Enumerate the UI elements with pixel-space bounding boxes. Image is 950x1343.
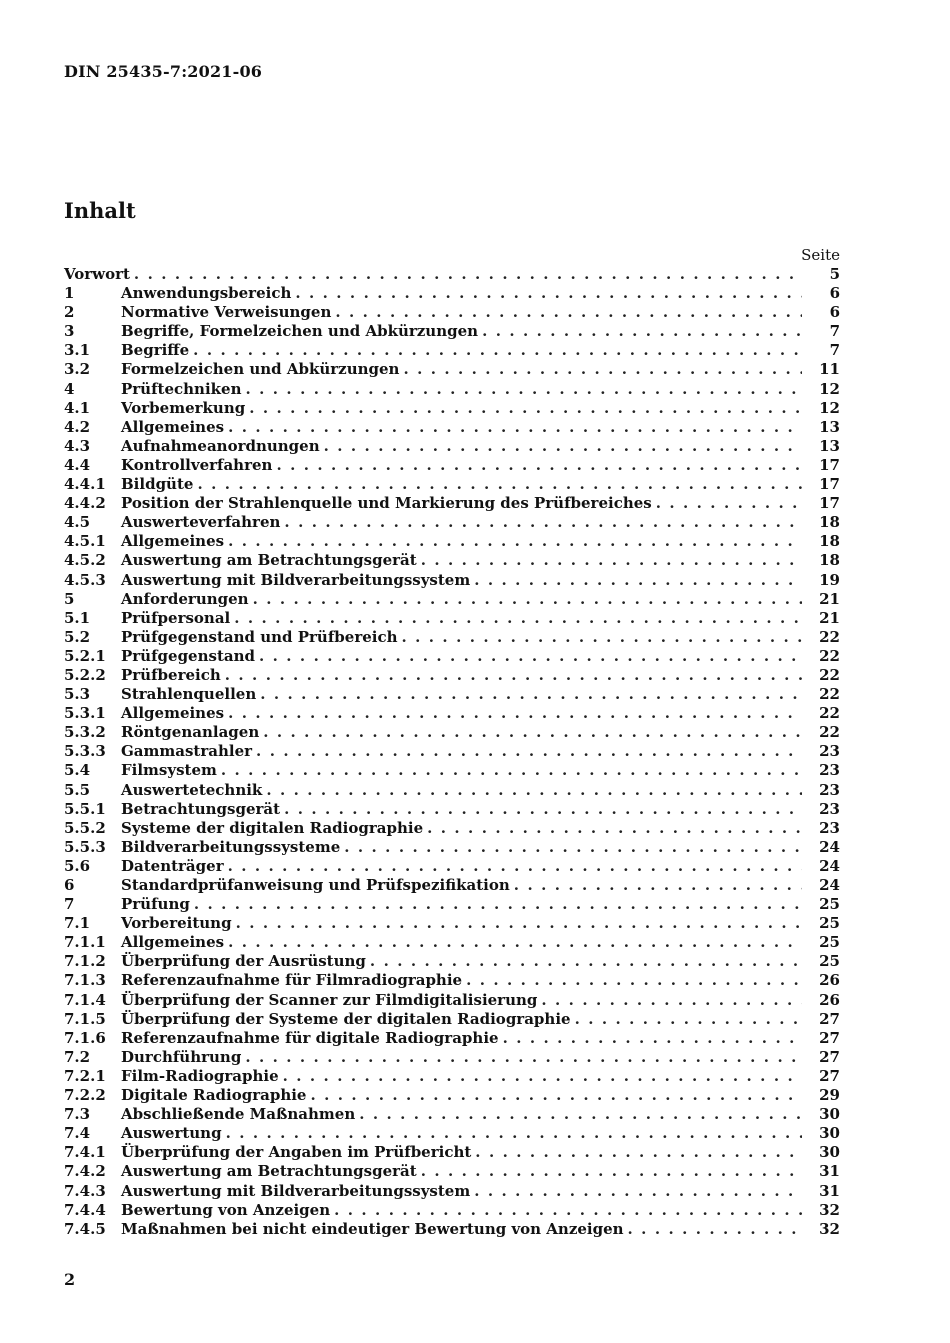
toc-leader-dots xyxy=(249,399,802,418)
toc-entry-label[interactable]: Prüfgegenstand xyxy=(121,646,255,665)
toc-entry-page[interactable]: 27 xyxy=(819,1047,840,1066)
toc-entry-number: 5.1 xyxy=(64,608,91,627)
toc-entry-page[interactable]: 21 xyxy=(819,589,840,608)
toc-entry[interactable] xyxy=(64,876,840,895)
toc-entry-number: 5.2.2 xyxy=(64,665,106,684)
toc-entry[interactable] xyxy=(64,1010,840,1029)
toc-entry-number: 7.1.4 xyxy=(64,990,106,1009)
toc-entry[interactable] xyxy=(64,761,840,780)
toc-entry-page[interactable]: 6 xyxy=(829,284,840,303)
toc-leader-dots xyxy=(541,991,802,1010)
toc-entry-label[interactable]: Film-Radiographie xyxy=(121,1066,279,1085)
toc-entry-label[interactable]: Kontrollverfahren xyxy=(121,455,273,474)
toc-entry-number: 7.4 xyxy=(64,1124,91,1143)
toc-leader-dots xyxy=(656,494,802,513)
toc-entry-number: 3.1 xyxy=(64,341,91,360)
toc-entry-number: 7.1.2 xyxy=(64,952,106,971)
toc-entry-number: 5.5.1 xyxy=(64,799,106,818)
toc-leader-dots xyxy=(228,704,802,723)
toc-entry-page[interactable]: 23 xyxy=(819,818,840,837)
toc-leader-dots xyxy=(246,380,803,399)
toc-leader-dots xyxy=(628,1220,802,1239)
toc-leader-dots xyxy=(324,437,802,456)
toc-entry-label[interactable]: Auswertetechnik xyxy=(121,780,263,799)
toc-entry-label[interactable]: Prüfbereich xyxy=(121,665,221,684)
toc-entry-label[interactable]: Gammastrahler xyxy=(121,742,253,761)
toc-entry[interactable] xyxy=(64,781,840,800)
toc-entry-page[interactable]: 18 xyxy=(819,551,840,570)
toc-entry-page[interactable]: 22 xyxy=(819,646,840,665)
toc-entry-number: 7.1 xyxy=(64,914,91,933)
toc-leader-dots xyxy=(260,685,802,704)
toc-entry[interactable] xyxy=(64,265,840,284)
toc-entry-label[interactable]: Auswertung mit Bildverarbeitungssystem xyxy=(121,570,471,589)
toc-leader-dots xyxy=(194,895,802,914)
toc-entry-label[interactable]: Anwendungsbereich xyxy=(121,284,292,303)
toc-entry-number: 2 xyxy=(64,303,75,322)
toc-entry[interactable] xyxy=(64,532,840,551)
toc-entry-number: 5.3.3 xyxy=(64,742,106,761)
toc-leader-dots xyxy=(228,418,802,437)
toc-entry-page[interactable]: 13 xyxy=(819,436,840,455)
toc-leader-dots xyxy=(234,609,802,628)
toc-entry-number: 5.3.2 xyxy=(64,723,106,742)
toc-entry-number: 4.5.2 xyxy=(64,551,106,570)
toc-entry-page[interactable]: 30 xyxy=(819,1143,840,1162)
toc-leader-dots xyxy=(310,1086,802,1105)
toc-leader-dots xyxy=(256,742,802,761)
toc-leader-dots xyxy=(193,341,802,360)
toc-entry[interactable] xyxy=(64,284,840,303)
toc-entry-page[interactable]: 7 xyxy=(829,322,840,341)
toc-entry-page[interactable]: 17 xyxy=(819,475,840,494)
toc-entry-page[interactable]: 24 xyxy=(819,876,840,894)
toc-entry-page[interactable]: 30 xyxy=(819,1105,840,1124)
toc-entry-number: 7.1.5 xyxy=(64,1009,106,1028)
toc-entry-page[interactable]: 12 xyxy=(819,398,840,417)
toc-entry-label[interactable]: Strahlenquellen xyxy=(121,685,257,704)
toc-entry-label[interactable]: Auswertung am Betrachtungsgerät xyxy=(121,1162,417,1181)
toc-entry-page[interactable]: 17 xyxy=(819,494,840,513)
toc-entry-number: 5.3.1 xyxy=(64,704,106,723)
page-number: 2 xyxy=(64,1270,76,1289)
toc-leader-dots xyxy=(295,284,802,303)
toc-entry-label[interactable]: Überprüfung der Systeme der digitalen Radiographie xyxy=(121,1009,571,1028)
toc-entry-number: 4.4.2 xyxy=(64,494,106,513)
toc-entry-page[interactable]: 25 xyxy=(819,952,840,971)
toc-entry-page[interactable]: 23 xyxy=(819,742,840,761)
toc-entry-number: 4.2 xyxy=(64,417,91,436)
toc-entry[interactable] xyxy=(64,456,840,475)
toc-entry[interactable] xyxy=(64,1067,840,1086)
toc-entry-page[interactable]: 25 xyxy=(819,933,840,952)
toc-leader-dots xyxy=(344,838,802,857)
toc-entry-number: 5.6 xyxy=(64,856,91,875)
toc-leader-dots xyxy=(421,551,802,570)
toc-entry-page[interactable]: 30 xyxy=(819,1124,840,1143)
toc-entry-page[interactable]: 18 xyxy=(819,513,840,532)
toc-entry-page[interactable]: 23 xyxy=(819,761,840,780)
toc-leader-dots xyxy=(266,781,802,800)
toc-entry-number: 5.4 xyxy=(64,761,91,780)
toc-entry[interactable] xyxy=(64,628,840,647)
toc-entry[interactable] xyxy=(64,341,840,360)
toc-entry[interactable] xyxy=(64,857,840,876)
page-column-label: Seite xyxy=(801,246,840,264)
toc-leader-dots xyxy=(259,647,802,666)
toc-entry-label[interactable]: Normative Verweisungen xyxy=(121,303,332,322)
toc-entry-number: 4.5 xyxy=(64,513,91,532)
toc-entry-label[interactable]: Allgemeines xyxy=(121,704,225,723)
toc-entry-number: 4.4.1 xyxy=(64,475,106,494)
toc-entry[interactable] xyxy=(64,819,840,838)
toc-entry-number: 5.5.3 xyxy=(64,837,106,856)
toc-entry-page[interactable]: 31 xyxy=(819,1181,840,1200)
toc-leader-dots xyxy=(221,761,802,780)
toc-entry[interactable] xyxy=(64,971,840,990)
toc-entry-number: 4.4 xyxy=(64,455,91,474)
toc-leader-dots xyxy=(370,952,802,971)
toc-entry-number: 4.1 xyxy=(64,398,91,417)
toc-entry[interactable] xyxy=(64,1182,840,1201)
toc-entry-label[interactable]: Auswertung xyxy=(121,1124,222,1143)
toc-entry-number: 7.1.3 xyxy=(64,971,106,990)
toc-entry-page[interactable]: 24 xyxy=(819,837,840,856)
toc-entry-label[interactable]: Standardprüfanweisung und Prüfspezifikation xyxy=(121,876,510,894)
toc-leader-dots xyxy=(284,513,802,532)
toc-leader-dots xyxy=(474,571,802,590)
toc-entry[interactable] xyxy=(64,704,840,723)
toc-entry-number: 7.4.4 xyxy=(64,1200,106,1219)
toc-entry-page[interactable]: 24 xyxy=(819,856,840,875)
toc-leader-dots xyxy=(474,1182,802,1201)
toc-entry-page[interactable]: 27 xyxy=(819,1009,840,1028)
toc-entry-page[interactable]: 22 xyxy=(819,723,840,742)
toc-entry-number: 7.2 xyxy=(64,1047,91,1066)
toc-entry-number: 3 xyxy=(64,322,75,341)
toc-leader-dots xyxy=(335,303,802,322)
toc-title: Inhalt xyxy=(64,198,136,223)
toc-entry-label[interactable]: Systeme der digitalen Radiographie xyxy=(121,818,424,837)
toc-entry-page[interactable]: 22 xyxy=(819,704,840,723)
toc-entry-page[interactable]: 6 xyxy=(829,303,840,322)
toc-entry[interactable] xyxy=(64,590,840,609)
toc-entry[interactable] xyxy=(64,494,840,513)
toc-entry-label[interactable]: Begriffe, Formelzeichen und Abkürzungen xyxy=(121,322,479,341)
toc-entry-page[interactable]: 21 xyxy=(819,608,840,627)
toc-entry[interactable] xyxy=(64,303,840,322)
toc-entry-number: 7.4.1 xyxy=(64,1143,106,1162)
toc-entry-label[interactable]: Filmsystem xyxy=(121,761,217,780)
toc-entry[interactable] xyxy=(64,609,840,628)
toc-entry-label[interactable]: Bildverarbeitungssysteme xyxy=(121,837,341,856)
toc-entry-label[interactable]: Referenzaufnahme für digitale Radiographie xyxy=(121,1028,499,1047)
toc-entry-page[interactable]: 5 xyxy=(829,265,840,283)
toc-entry-label[interactable]: Prüfpersonal xyxy=(121,608,231,627)
toc-leader-dots xyxy=(263,723,802,742)
toc-entry-label[interactable]: Allgemeines xyxy=(121,417,225,436)
toc-entry-page[interactable]: 25 xyxy=(819,914,840,933)
toc-entry[interactable] xyxy=(64,380,840,399)
toc-entry-label[interactable]: Anforderungen xyxy=(121,589,249,608)
toc-entry[interactable] xyxy=(64,895,840,914)
toc-entry[interactable] xyxy=(64,1162,840,1181)
toc-entry-number: 7.3 xyxy=(64,1105,91,1124)
toc-entry-label[interactable]: Auswertung mit Bildverarbeitungssystem xyxy=(121,1181,471,1200)
toc-entry-label[interactable]: Vorbemerkung xyxy=(121,398,246,417)
toc-entry-label[interactable]: Begriffe xyxy=(121,341,190,360)
toc-entry-number: 4.3 xyxy=(64,436,91,455)
toc-entry-label[interactable]: Formelzeichen und Abkürzungen xyxy=(121,360,400,379)
toc-entry-page[interactable]: 26 xyxy=(819,990,840,1009)
toc-entry-label[interactable]: Überprüfung der Scanner zur Filmdigitalisierung xyxy=(121,990,538,1009)
toc-leader-dots xyxy=(334,1201,802,1220)
toc-entry[interactable] xyxy=(64,1143,840,1162)
toc-entry-page[interactable]: 23 xyxy=(819,780,840,799)
toc-entry-label[interactable]: Überprüfung der Ausrüstung xyxy=(121,952,366,971)
toc-entry-page[interactable]: 22 xyxy=(819,665,840,684)
toc-entry-number: 5.5.2 xyxy=(64,818,106,837)
toc-entry-label[interactable]: Abschließende Maßnahmen xyxy=(121,1105,356,1124)
toc-entry-label[interactable]: Röntgenanlagen xyxy=(121,723,260,742)
toc-entry-number: 5.3 xyxy=(64,685,91,704)
toc-leader-dots xyxy=(197,475,802,494)
toc-entry[interactable] xyxy=(64,800,840,819)
toc-leader-dots xyxy=(134,265,802,284)
toc-entry-number: 3.2 xyxy=(64,360,91,379)
toc-leader-dots xyxy=(503,1029,802,1048)
toc-leader-dots xyxy=(283,1067,802,1086)
toc-entry[interactable] xyxy=(64,1086,840,1105)
toc-entry-number: 1 xyxy=(64,284,75,303)
toc-entry-page[interactable]: 12 xyxy=(819,379,840,398)
toc-entry-label[interactable]: Überprüfung der Angaben im Prüfbericht xyxy=(121,1143,472,1162)
toc-leader-dots xyxy=(245,1048,802,1067)
toc-leader-dots xyxy=(482,322,802,341)
toc-leader-dots xyxy=(276,456,802,475)
toc-entry-number: 7.4.5 xyxy=(64,1219,106,1238)
toc-entry-page[interactable]: 32 xyxy=(819,1200,840,1219)
toc-entry-page[interactable]: 11 xyxy=(819,360,840,379)
toc-entry-page[interactable]: 25 xyxy=(819,895,840,914)
toc-entry-label[interactable]: Prüfgegenstand und Prüfbereich xyxy=(121,627,398,646)
toc-leader-dots xyxy=(228,933,802,952)
toc-entry-number: 5 xyxy=(64,589,75,608)
toc-entry-label[interactable]: Allgemeines xyxy=(121,532,225,551)
toc-entry[interactable] xyxy=(64,914,840,933)
toc-entry-page[interactable]: 29 xyxy=(819,1086,840,1105)
toc-entry[interactable] xyxy=(64,322,840,341)
toc-entry-page[interactable]: 22 xyxy=(819,627,840,646)
toc-entry-page[interactable]: 32 xyxy=(819,1219,840,1238)
toc-entry-label[interactable]: Digitale Radiographie xyxy=(121,1086,307,1105)
toc-entry-page[interactable]: 7 xyxy=(829,341,840,360)
toc-leader-dots xyxy=(514,876,802,895)
toc-entry-page[interactable]: 23 xyxy=(819,799,840,818)
toc-entry[interactable] xyxy=(64,723,840,742)
toc-entry[interactable] xyxy=(64,838,840,857)
toc-entry[interactable] xyxy=(64,1124,840,1143)
toc-entry-page[interactable]: 13 xyxy=(819,417,840,436)
toc-entry-page[interactable]: 31 xyxy=(819,1162,840,1181)
toc-entry-number: 4 xyxy=(64,379,75,398)
toc-entry[interactable] xyxy=(64,513,840,532)
toc-entry[interactable] xyxy=(64,991,840,1010)
toc-entry[interactable] xyxy=(64,647,840,666)
toc-entry[interactable] xyxy=(64,742,840,761)
toc-entry-number: 7.2.1 xyxy=(64,1066,106,1085)
toc-entry-number: 7.1.6 xyxy=(64,1028,106,1047)
table-of-contents xyxy=(64,265,840,1239)
toc-leader-dots xyxy=(421,1162,802,1181)
toc-entry-label[interactable]: Allgemeines xyxy=(121,933,225,952)
toc-entry-label[interactable]: Bewertung von Anzeigen xyxy=(121,1200,331,1219)
toc-entry-number: 7.4.2 xyxy=(64,1162,106,1181)
toc-entry-number: 4.5.3 xyxy=(64,570,106,589)
toc-entry-number: 4.5.1 xyxy=(64,532,106,551)
toc-entry-number: 5.2.1 xyxy=(64,646,106,665)
toc-entry-label[interactable]: Prüftechniken xyxy=(121,379,242,398)
toc-entry-label[interactable]: Durchführung xyxy=(121,1047,242,1066)
document-id: DIN 25435-7:2021-06 xyxy=(64,62,263,81)
toc-entry-number: 7.2.2 xyxy=(64,1086,106,1105)
toc-leader-dots xyxy=(228,532,802,551)
toc-entry-number: 7.4.3 xyxy=(64,1181,106,1200)
toc-entry[interactable] xyxy=(64,360,840,379)
toc-entry-label[interactable]: Referenzaufnahme für Filmradiographie xyxy=(121,971,463,990)
toc-entry-label[interactable]: Betrachtungsgerät xyxy=(121,799,281,818)
toc-entry-number: 5.5 xyxy=(64,780,91,799)
toc-entry-label[interactable]: Vorbereitung xyxy=(121,914,232,933)
toc-entry-number: 6 xyxy=(64,876,75,894)
toc-entry[interactable] xyxy=(64,1029,840,1048)
toc-entry-label[interactable]: Vorwort xyxy=(64,265,130,283)
toc-entry[interactable] xyxy=(64,1201,840,1220)
toc-entry-label[interactable]: Aufnahmeanordnungen xyxy=(121,436,320,455)
toc-entry-label[interactable]: Datenträger xyxy=(121,856,224,875)
toc-entry[interactable] xyxy=(64,418,840,437)
toc-entry[interactable] xyxy=(64,475,840,494)
toc-entry-page[interactable]: 27 xyxy=(819,1028,840,1047)
toc-leader-dots xyxy=(236,914,802,933)
toc-entry-label[interactable]: Prüfung xyxy=(121,895,190,914)
toc-entry-page[interactable]: 19 xyxy=(819,570,840,589)
toc-entry-label[interactable]: Auswerteverfahren xyxy=(121,513,281,532)
toc-leader-dots xyxy=(253,590,802,609)
toc-entry[interactable] xyxy=(64,437,840,456)
toc-leader-dots xyxy=(228,857,802,876)
toc-entry-label[interactable]: Bildgüte xyxy=(121,475,194,494)
toc-entry-page[interactable]: 17 xyxy=(819,455,840,474)
toc-entry-number: 7 xyxy=(64,895,75,914)
toc-leader-dots xyxy=(226,1124,802,1143)
toc-entry-page[interactable]: 18 xyxy=(819,532,840,551)
toc-entry-number: 5.2 xyxy=(64,627,91,646)
toc-entry[interactable] xyxy=(64,952,840,971)
toc-entry[interactable] xyxy=(64,666,840,685)
toc-entry[interactable] xyxy=(64,1105,840,1124)
toc-leader-dots xyxy=(475,1143,802,1162)
toc-entry[interactable] xyxy=(64,1220,840,1239)
toc-entry[interactable] xyxy=(64,1048,840,1067)
toc-leader-dots xyxy=(575,1010,802,1029)
toc-entry-number: 7.1.1 xyxy=(64,933,106,952)
toc-leader-dots xyxy=(284,800,802,819)
toc-entry-page[interactable]: 26 xyxy=(819,971,840,990)
toc-entry[interactable] xyxy=(64,685,840,704)
toc-entry-label[interactable]: Auswertung am Betrachtungsgerät xyxy=(121,551,417,570)
toc-entry[interactable] xyxy=(64,551,840,570)
toc-entry-page[interactable]: 22 xyxy=(819,685,840,704)
toc-entry-label[interactable]: Maßnahmen bei nicht eindeutiger Bewertung von Anzeigen xyxy=(121,1219,624,1238)
toc-entry-page[interactable]: 27 xyxy=(819,1066,840,1085)
toc-leader-dots xyxy=(403,360,802,379)
toc-leader-dots xyxy=(427,819,802,838)
toc-entry[interactable] xyxy=(64,933,840,952)
toc-entry[interactable] xyxy=(64,571,840,590)
toc-leader-dots xyxy=(402,628,803,647)
toc-leader-dots xyxy=(466,971,802,990)
toc-leader-dots xyxy=(359,1105,802,1124)
toc-entry-label[interactable]: Position der Strahlenquelle und Markierung des Prüfbereiches xyxy=(121,494,652,513)
toc-leader-dots xyxy=(225,666,802,685)
toc-entry[interactable] xyxy=(64,399,840,418)
